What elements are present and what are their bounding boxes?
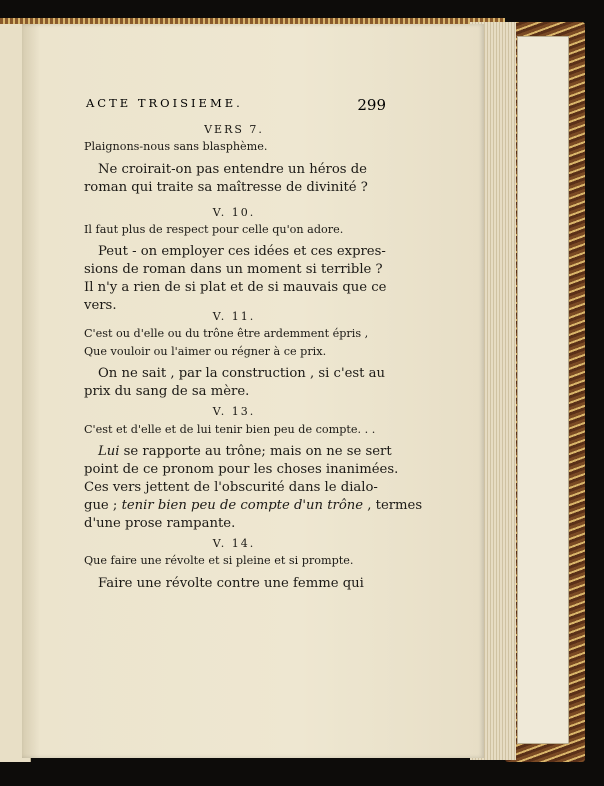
prose-line: sions de roman dans un moment si terrible ?: [84, 262, 383, 277]
book-page: [22, 24, 484, 758]
prose-line: Ces vers jettent de l'obscurité dans le dialo-: [84, 480, 378, 495]
prose-line: vers.: [84, 298, 117, 313]
prose-line: gue ; tenir bien peu de compte d'un trône , termes: [84, 498, 423, 513]
prose-line: roman qui traite sa maîtresse de divinité ?: [84, 180, 368, 195]
heading: V. 10.: [212, 206, 256, 219]
verse-line: Que faire une révolte et si pleine et si prompte.: [84, 554, 354, 567]
prose-line: prix du sang de sa mère.: [84, 384, 250, 399]
verse-line: Il faut plus de respect pour celle qu'on adore.: [84, 223, 344, 236]
running-head-title: ACTE TROISIEME.: [86, 96, 243, 110]
prose-line: Ne croirait-on pas entendre un héros de: [98, 162, 367, 177]
prose-line: Il n'y a rien de si plat et de si mauvais que ce: [84, 280, 387, 295]
verse-line: C'est ou d'elle ou du trône être ardemment épris ,: [84, 327, 369, 340]
heading: VERS 7.: [204, 123, 264, 136]
heading: V. 13.: [212, 405, 256, 418]
prose-line: point de ce pronom pour les choses inanimées.: [84, 462, 399, 477]
prose-line: Peut - on employer ces idées et ces expres-: [98, 244, 386, 259]
prose-line: Faire une révolte contre une femme qui: [98, 576, 364, 591]
verse-line: Plaignons-nous sans blasphème.: [84, 140, 268, 153]
verse-line: C'est et d'elle et de lui tenir bien peu de compte. . .: [84, 423, 376, 436]
heading: V. 14.: [212, 537, 256, 550]
heading: V. 11.: [212, 310, 256, 323]
prose-line: On ne sait , par la construction , si c'est au: [98, 366, 385, 381]
right-cover: [505, 22, 585, 762]
endpaper: [517, 36, 569, 744]
prose-line: d'une prose rampante.: [84, 516, 236, 531]
page-number: 299: [357, 96, 386, 114]
prose-line: Lui se rapporte au trône; mais on ne se sert: [98, 444, 392, 459]
running-head: [86, 96, 386, 114]
verse-line: Que vouloir ou l'aimer ou régner à ce prix.: [84, 345, 327, 358]
